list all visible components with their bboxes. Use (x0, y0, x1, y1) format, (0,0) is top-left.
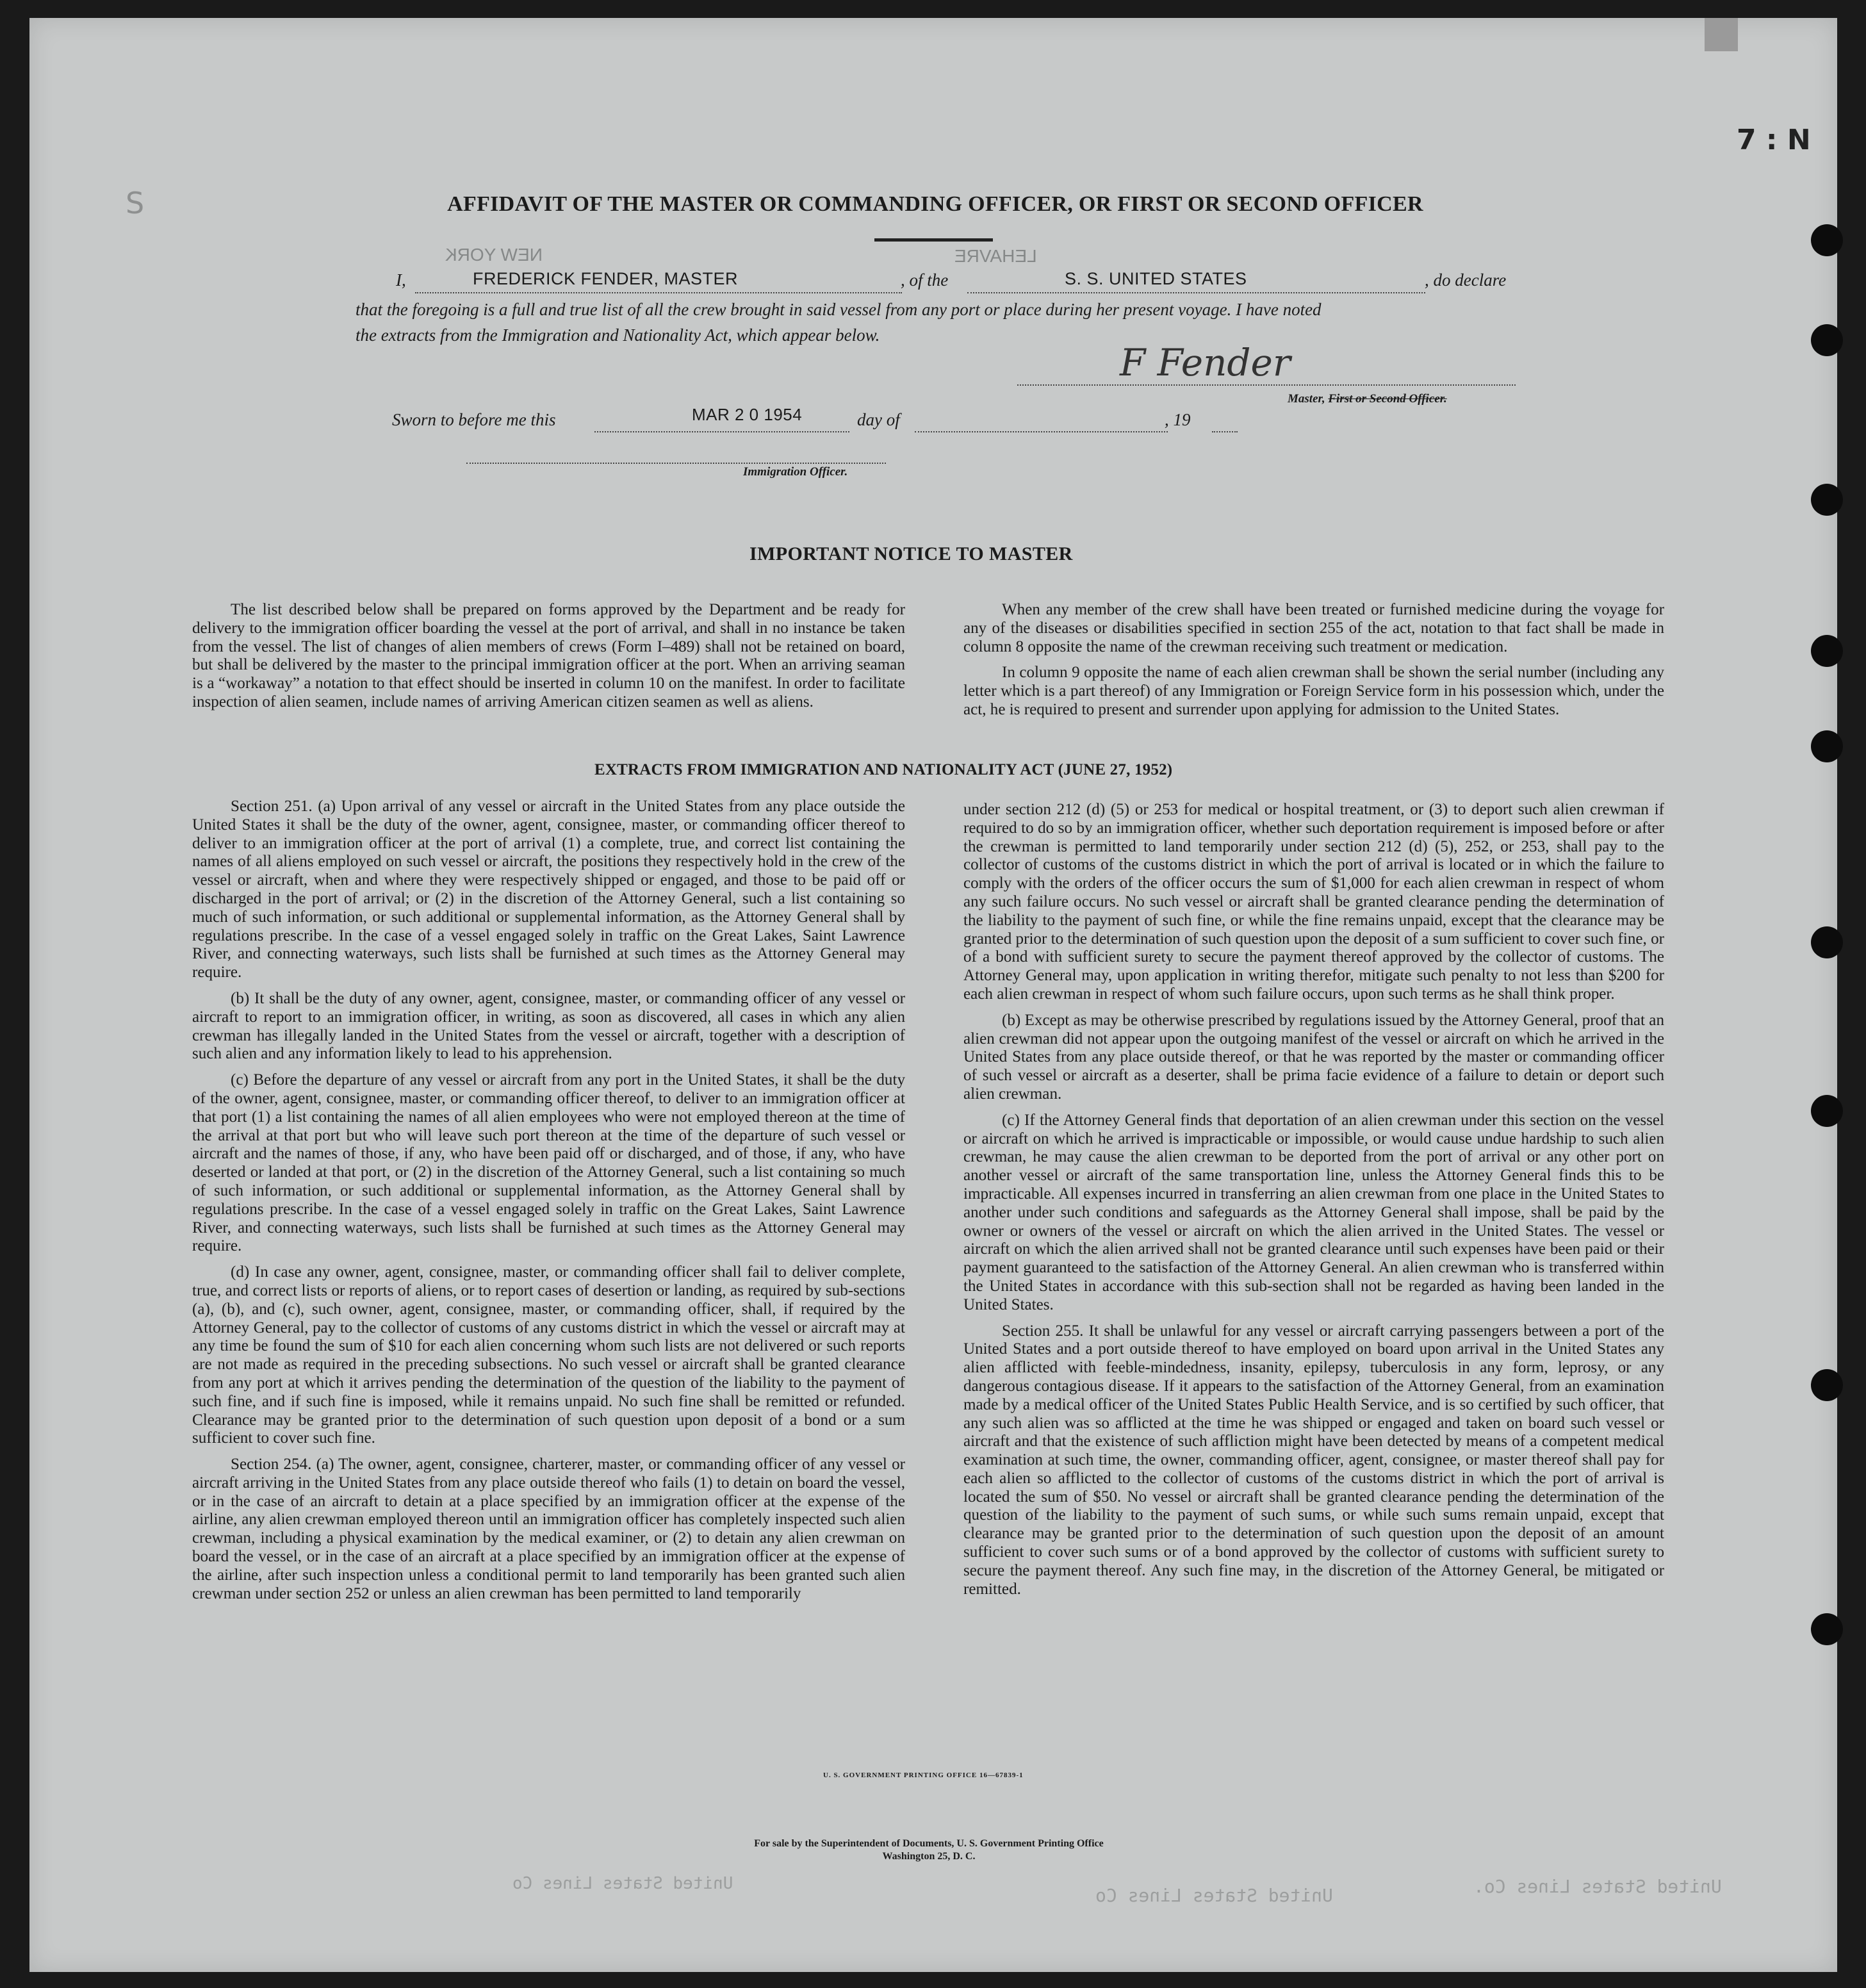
extract-paragraph: (c) If the Attorney General finds that deportation of an alien crewman under this section on the vessel or aircraft on which he arrived is impracticable or impossible, or would cause undue hardship to such alien crewman, he may cause the alien crewman to be deported from the port of arrival or any other port on another vessel or aircraft of the same transportation line, unless the Attorney General finds this to be impracticable. All expenses incurred in transferring an alien crewman from one place in the United States to another under such conditions and safeguards as the Attorney General shall impose, shall be paid by the owner or owners of the vessel or aircraft on which the alien arrived in the United States. The vessel or aircraft on which the alien arrived shall not be granted clearance until such expenses have been paid or their payment guaranteed to the satisfaction of the Attorney General. An alien crewman who is transferred within the United States in accordance with this sub-section shall not be regarded as having been landed in the United States. (963, 1111, 1664, 1313)
sale-notice (641, 1837, 1217, 1863)
master-signature: F Fender (1120, 341, 1291, 384)
vessel-name-value: S. S. UNITED STATES (1065, 269, 1247, 288)
extracts-right-column (963, 801, 1664, 1606)
extract-paragraph: (d) In case any owner, agent, consignee, master, or commanding officer shall fail to deliver complete, true, and correct lists or reports of aliens, or to report cases of desertion or landing, as required by sub-sections (a), (b), and (c), such owner, agent, consignee, master, or commanding officer, shall, if required by the Attorney General, pay to the collector of customs of any customs district in which the vessel or aircraft may at any time be found the sum of $10 for each alien concerning whom such lists are not delivered or such reports are not made as required in the preceding subsections. No such vessel or aircraft shall be granted clearance from any port at which it arrives pending the determination of the question of the liability to the payment of such fine, and if such fine is imposed, while it remains unpaid. No such fine shall be remitted or refunded. Clearance may be granted prior to the determination of such question upon deposit of a bond or a sum sufficient to cover such fine. (192, 1263, 905, 1447)
immigration-officer-caption: Immigration Officer. (743, 465, 848, 479)
immigration-officer-line (466, 443, 886, 464)
punch-hole-icon (1811, 224, 1843, 256)
month-field (915, 412, 1168, 432)
notice-paragraph: The list described below shall be prepared on forms approved by the Department and be ready for delivery to the immigration officer boarding the vessel at the port of arrival, and shall in no instance be taken from the vessel. The list of changes of alien members of crews (Form I–489) shall not be retained on board, but shall be delivered by the master to the principal immigration officer at the port. When an arriving seaman is a “workaway” a notation to that effect should be inserted in column 10 on the manifest. In order to facilitate inspection of alien seamen, include names of arriving American citizen seamen as well as aliens. (192, 601, 905, 711)
extracts-title: EXTRACTS FROM IMMIGRATION AND NATIONALITY ACT (JUNE 27, 1952) (594, 761, 1173, 778)
notice-title: IMPORTANT NOTICE TO MASTER (749, 543, 1073, 564)
struck-officer-caption: First or Second Officer. (1328, 392, 1447, 406)
ghost-stamp: LEHAVRE (954, 246, 1037, 266)
extracts-left-column (192, 798, 905, 1611)
extract-paragraph: (c) Before the departure of any vessel or aircraft from any port in the United States, it shall be the duty of the owner, agent, consignee, master, or commanding officer thereof, to deliver to an immigration officer at that port (1) a list containing the names of all alien employees who were not employed thereon at the time of the arrival at that port but who will leave such port thereon at the time of the departure of such vessel or aircraft and the names of those, if any, who have been paid off or discharged, and of those, if any, who have deserted or landed at that port, or (2) in the discretion of the Attorney General, such a list containing so much of such information, or such additional or supplemental information, as the Attorney General shall by regulations prescribe. In the case of a vessel engaged solely in traffic on the Great Lakes, Saint Lawrence River, and connecting waterways, such lists shall be furnished at such times as the Attorney General may require. (192, 1071, 905, 1255)
of-the-label: , of the (901, 270, 949, 290)
year-field (1212, 412, 1238, 432)
notice-right-column (963, 601, 1664, 727)
title-divider (874, 238, 993, 242)
extract-paragraph: Section 255. It shall be unlawful for any vessel or aircraft carrying passengers between a port of the United States and a port outside thereof to have employed on board upon arrival in the United States any alien afflicted with feeble-mindedness, insanity, epilepsy, tuberculosis in any form, leprosy, or any dangerous contagious disease. If it appears to the satisfaction of the Attorney General, from an examination made by a medical officer of the United States Public Health Service, and is so certified by such officer, that any such alien was so afflicted at the time he was shipped or engaged and taken on board such vessel or aircraft and that the existence of such affliction might have been detected by means of a competent medical examination at such time, the owner, commanding officer, agent, consignee, or master thereof shall pay for each alien so afflicted to the collector of customs of the customs district in which the port of arrival is located the sum of $50. No vessel or aircraft shall be granted clearance pending the determination of the question of the liability to the payment of such sums, or while such sums remain unpaid, except that clearance may be granted prior to the determination of such question upon the deposit of an amount sufficient to cover such sums or of a bond approved by the collector of customs with sufficient surety to secure the payment thereof. Any such fine may, in the discretion of the Attorney General, be mitigated or remitted. (963, 1322, 1664, 1598)
master-name-value: FREDERICK FENDER, MASTER (473, 269, 739, 288)
punch-hole-icon (1811, 324, 1843, 356)
punch-hole-icon (1811, 1369, 1843, 1401)
extract-paragraph: Section 254. (a) The owner, agent, consignee, charterer, master, or commanding officer of any vessel or aircraft arriving in the United States from any place outside thereof who fails (1) to detain on board the vessel, or in the case of an aircraft to detain at a place specified by an immigration officer at the expense of the airline, any alien crewman employed thereon until an immigration officer has completely inspected such alien crewman, including a physical examination by the medical examiner, or (2) to detain any alien crewman on board the vessel, or in the case of an aircraft at a place specified by an immigration officer at the expense of the airline, after such inspection unless a conditional permit to land temporarily has been granted such alien crewman under section 252 or unless an alien crewman has been permitted to land temporarily (192, 1456, 905, 1602)
notice-paragraph: In column 9 opposite the name of each alien crewman shall be shown the serial number (including any letter which is a part thereof) of any Immigration or Foreign Service form in his possession which, under the act, he is required to present and surrender upon applying for admission to the United States. (963, 664, 1664, 718)
extract-paragraph: Section 251. (a) Upon arrival of any vessel or aircraft in the United States from any place outside the United States it shall be the duty of the owner, agent, consignee, master, or commanding officer thereof to deliver to an immigration officer at the port of arrival (1) a complete, true, and correct list containing the names of all aliens employed on such vessel or aircraft, the positions they respectively hold in the crew of the vessel or aircraft, when and where they were respectively shipped or engaged, and those to be paid off or discharged in the port of arrival; or (2) in the discretion of the Attorney General, such a list containing so much of such information, or such additional or supplemental information, as the Attorney General shall by regulations prescribe. In the case of a vessel engaged solely in traffic on the Great Lakes, Saint Lawrence River, and connecting waterways, such lists shall be furnished at such times as the Attorney General may require. (192, 798, 905, 982)
master-caption: Master, (1288, 392, 1325, 406)
punch-hole-icon (1811, 484, 1843, 516)
do-declare-label: , do declare (1425, 270, 1507, 290)
ghost-stamp: NEW YORK (445, 245, 543, 265)
year-label: , 19 (1165, 410, 1191, 429)
extract-paragraph: (b) Except as may be otherwise prescribed by regulations issued by the Attorney General, proof that an alien crewman did not appear upon the outgoing manifest of the vessel or aircraft on which he arrived in the United States from any place outside thereof, or that he was reported by the master or commanding officer of such vessel or aircraft as a deserter, shall be prima facie evidence of a failure to detain or deport such alien crewman. (963, 1011, 1664, 1103)
signature-line (1017, 365, 1516, 386)
signature-caption (1288, 392, 1447, 406)
ghost-imprint: United States Lines Co (1095, 1885, 1333, 1906)
extract-paragraph: (b) It shall be the duty of any owner, agent, consignee, master, or commanding officer of any vessel or aircraft to report to an immigration officer, in writing, as soon as discovered, all cases in which any alien crewman has illegally landed in the United States from the vessel or aircraft, together with a description of such alien and any information likely to lead to his apprehension. (192, 989, 905, 1063)
punch-hole-icon (1811, 1095, 1843, 1127)
sworn-date-stamp: MAR 2 0 1954 (692, 405, 803, 424)
punch-hole-icon (1811, 730, 1843, 762)
affidavit-title: AFFIDAVIT OF THE MASTER OR COMMANDING OFFICER, OR FIRST OR SECOND OFFICER (447, 192, 1423, 216)
sale-line-1: For sale by the Superintendent of Documents, U. S. Government Printing Office (754, 1838, 1104, 1849)
sale-line-2: Washington 25, D. C. (882, 1851, 976, 1862)
i-label: I, (396, 270, 406, 290)
ghost-imprint: United States Lines Co (512, 1874, 733, 1893)
punch-hole-icon (1811, 635, 1843, 667)
declaration-line-1: that the foregoing is a full and true list of all the crew brought in said vessel from any port or place during her present voyage. I have noted (356, 300, 1322, 319)
day-of-label: day of (857, 410, 900, 429)
punch-hole-icon (1811, 1613, 1843, 1645)
side-mark: S (126, 186, 145, 220)
gpo-imprint: U. S. GOVERNMENT PRINTING OFFICE 16—67839-1 (823, 1771, 1024, 1779)
punch-hole-icon (1811, 926, 1843, 958)
declaration-line-2: the extracts from the Immigration and Nationality Act, which appear below. (356, 325, 880, 345)
notice-paragraph: When any member of the crew shall have been treated or furnished medicine during the voyage for any of the diseases or disabilities specified in section 255 of the act, notation to that fact shall be made in column 8 opposite the name of the crewman receiving such treatment or medication. (963, 601, 1664, 655)
extract-paragraph: under section 212 (d) (5) or 253 for medical or hospital treatment, or (3) to deport such alien crewman if required to do so by an immigration officer, whether such deportation requirement is imposed before or after the crewman is permitted to land temporarily under section 212 (d) (5), 252, or 253, shall pay to the collector of customs of the customs district in which the port of arrival is located or in which the failure to comply with the orders of the officer occurs the sum of $1,000 for each alien crewman in respect of whom any such failure occurs. No such vessel or aircraft shall be granted clearance pending the determination of the liability to the payment of such fine, or while the fine remains unpaid, except that the clearance may be granted prior to the determination of such question upon the deposit of a sum sufficient to cover such fine, or of a bond with sufficient surety to secure the payment thereof approved by the collector of customs. The Attorney General may, upon application in writing therefor, mitigate such penalty to not less than $200 for each alien crewman in respect of whom such failure occurs, upon such terms as he shall think proper. (963, 801, 1664, 1003)
ghost-imprint: United States Lines Co. (1473, 1876, 1722, 1897)
scan-corner-mark (1705, 18, 1738, 51)
corner-annotation: 7 : N (1737, 124, 1811, 156)
sworn-label: Sworn to before me this (392, 410, 556, 429)
notice-left-column (192, 601, 905, 719)
